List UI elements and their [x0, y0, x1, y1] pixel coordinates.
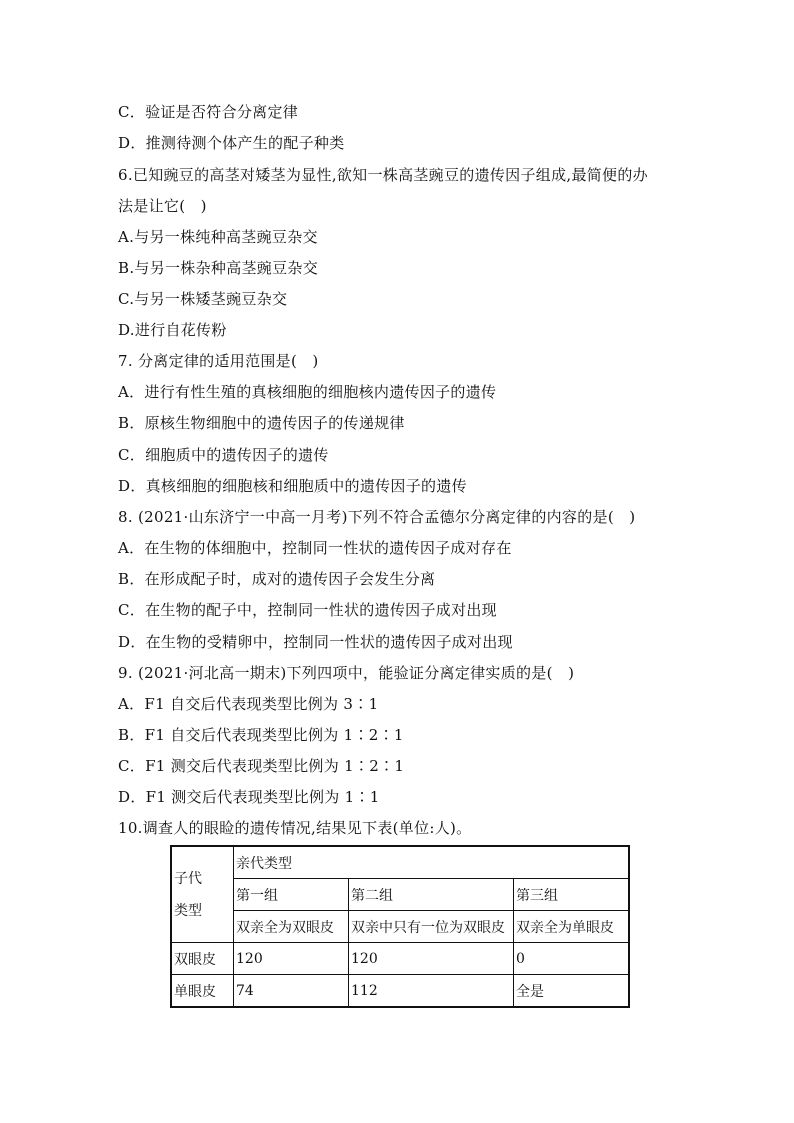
option-6c: C.与另一株矮茎豌豆杂交 [118, 290, 288, 308]
question-10-stem: 10.调查人的眼睑的遗传情况,结果见下表(单位:人)。 [118, 819, 472, 837]
table-cell: 74 [234, 975, 349, 1008]
option-9b: B．F1 自交后代表现类型比例为 1∶2∶1 [118, 726, 404, 744]
group-2-desc: 双亲中只有一位为双眼皮 [349, 911, 514, 943]
group-3-desc: 双亲全为单眼皮 [514, 911, 630, 943]
option-5d: D．推测待测个体产生的配子种类 [118, 134, 345, 152]
option-8a: A．在生物的体细胞中，控制同一性状的遗传因子成对存在 [118, 539, 512, 557]
table-cell: 0 [514, 943, 630, 975]
table-header-row [171, 846, 629, 879]
row-label: 双眼皮 [171, 943, 234, 975]
group-2-header: 第二组 [349, 879, 514, 911]
option-7a: A．进行有性生殖的真核细胞的细胞核内遗传因子的遗传 [118, 383, 497, 401]
option-9d: D．F1 测交后代表现类型比例为 1∶1 [118, 788, 380, 806]
option-8d: D．在生物的受精卵中，控制同一性状的遗传因子成对出现 [118, 633, 513, 651]
question-7-stem: 7. 分离定律的适用范围是( ) [118, 352, 319, 370]
option-6a: A.与另一株纯种高茎豌豆杂交 [118, 228, 318, 246]
table-row [171, 975, 629, 1008]
eyelid-survey-table [170, 845, 630, 1008]
table-cell: 120 [234, 943, 349, 975]
group-1-desc: 双亲全为双眼皮 [234, 911, 349, 943]
table-cell: 112 [349, 975, 514, 1008]
table-cell: 全是 [514, 975, 630, 1008]
question-6-stem: 6.已知豌豆的高茎对矮茎为显性,欲知一株高茎豌豆的遗传因子组成,最简便的办 [118, 166, 648, 184]
question-6-stem-cont: 法是让它( ) [118, 197, 207, 215]
option-9c: C．F1 测交后代表现类型比例为 1∶2∶1 [118, 757, 405, 775]
row-label: 单眼皮 [171, 975, 234, 1008]
option-7d: D．真核细胞的细胞核和细胞质中的遗传因子的遗传 [118, 477, 467, 495]
corner-label-line2: 类型 [174, 902, 202, 919]
parent-type-header: 亲代类型 [234, 846, 630, 879]
corner-header-cell [171, 846, 234, 943]
group-header-row [171, 879, 629, 911]
option-9a: A．F1 自交后代表现类型比例为 3∶1 [118, 695, 379, 713]
corner-label-line1: 子代 [174, 870, 202, 887]
question-9-stem: 9. (2021·河北高一期末)下列四项中，能验证分离定律实质的是( ) [118, 664, 575, 682]
option-6d: D.进行自花传粉 [118, 321, 227, 339]
option-7b: B．原核生物细胞中的遗传因子的传递规律 [118, 414, 405, 432]
table-row [171, 943, 629, 975]
group-3-header: 第三组 [514, 879, 630, 911]
option-8b: B．在形成配子时，成对的遗传因子会发生分离 [118, 570, 436, 588]
option-5c: C．验证是否符合分离定律 [118, 103, 299, 121]
question-8-stem: 8. (2021·山东济宁一中高一月考)下列不符合孟德尔分离定律的内容的是( ) [118, 508, 636, 526]
option-7c: C．细胞质中的遗传因子的遗传 [118, 446, 329, 464]
group-1-header: 第一组 [234, 879, 349, 911]
table-cell: 120 [349, 943, 514, 975]
option-8c: C．在生物的配子中，控制同一性状的遗传因子成对出现 [118, 601, 497, 619]
option-6b: B.与另一株杂种高茎豌豆杂交 [118, 259, 318, 277]
group-desc-row [171, 911, 629, 943]
